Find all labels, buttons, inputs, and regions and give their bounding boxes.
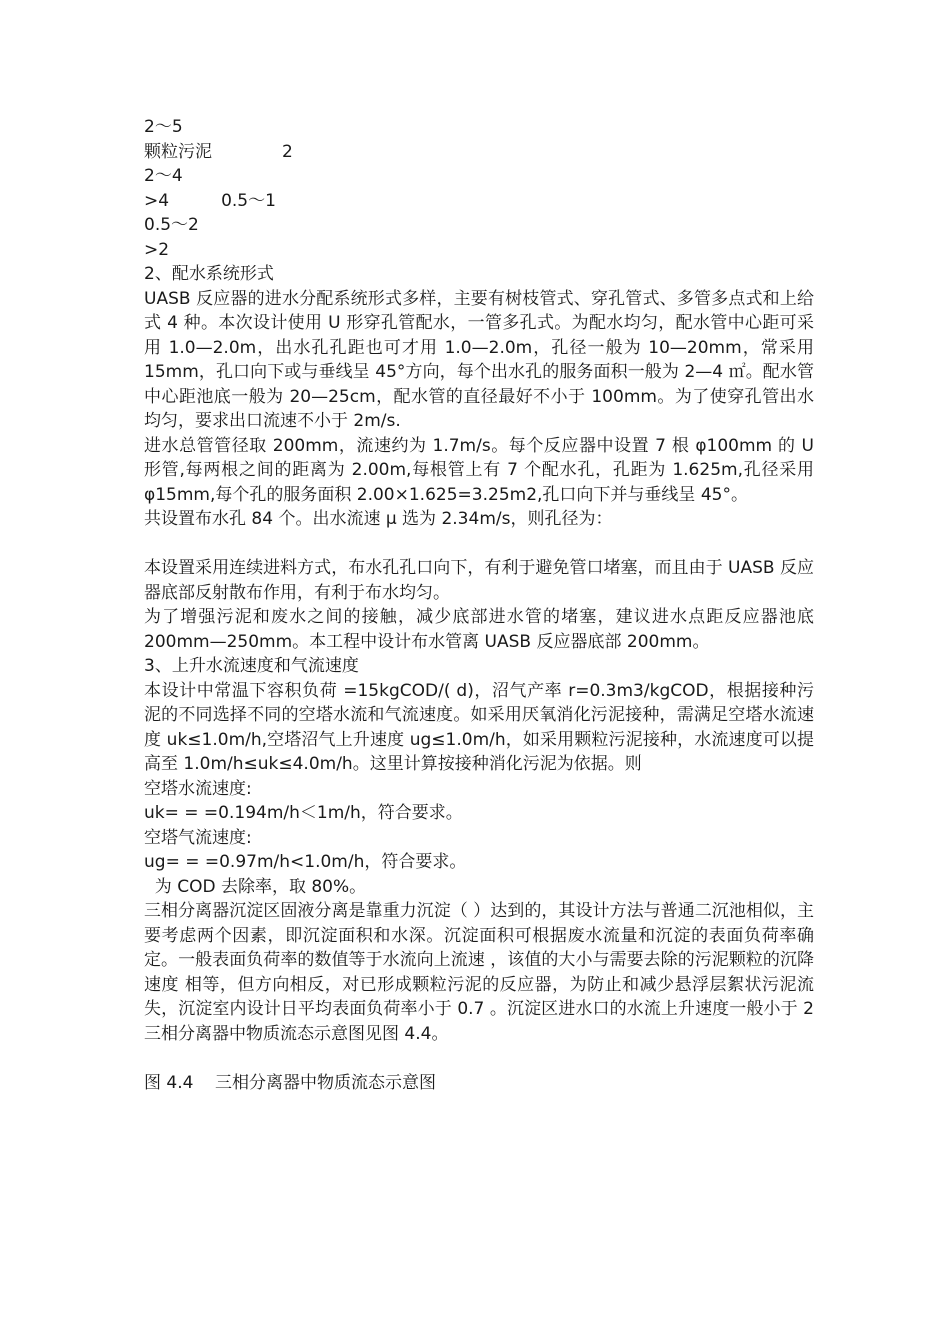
blank-line xyxy=(144,1046,814,1071)
cod-removal-note: 为 COD 去除率，取 80%。 xyxy=(144,876,367,897)
granular-sludge-value: 2 xyxy=(282,141,293,162)
water-velocity-equation: uk= = =0.194m/h＜1m/h，符合要求。 xyxy=(144,803,463,823)
section-2-heading: 2、配水系统形式 xyxy=(144,264,274,284)
section-2-paragraph-3: 共设置布水孔 84 个。出水流速 μ 选为 2.34m/s，则孔径为： xyxy=(144,509,613,529)
section-2-paragraph-2: 进水总管管径取 200mm，流速约为 1.7m/s。每个反应器中设置 7 根 φ100mm 的 U 形管,每两根之间的距离为 2.00m,每根管上有 7 个配水孔，孔距为 1.625m,孔径采用 φ15mm,每个孔的服务面积 2.00×1.625=3.25m2,孔口向下并与垂线呈 45°。 xyxy=(144,435,814,505)
table-line-5: 0.5～2 xyxy=(144,215,199,235)
section-2-paragraph-4: 本设置采用连续进料方式，布水孔孔口向下，有利于避免管口堵塞，而且由于 UASB 反应器底部反射散布作用，有利于布水均匀。 xyxy=(144,558,814,603)
blank-line xyxy=(144,532,814,557)
table-line-2 xyxy=(144,140,814,165)
table-line-4: >4 0.5～1 xyxy=(144,190,276,211)
section-3-heading: 3、上升水流速度和气流速度 xyxy=(144,656,359,676)
figure-caption: 图 4.4 三相分离器中物质流态示意图 xyxy=(144,1072,437,1093)
table-line-3: 2～4 xyxy=(144,166,183,186)
gas-velocity-equation: ug= = =0.97m/h<1.0m/h，符合要求。 xyxy=(144,852,467,872)
section-3-paragraph-2: 三相分离器沉淀区固液分离是靠重力沉淀（ ）达到的，其设计方法与普通二沉池相似，主要考虑两个因素，即沉淀面积和水深。沉淀面积可根据废水流量和沉淀的表面负荷率确定。一般表面负荷率的数值等于水流向上流速 ，该值的大小与需要去除的污泥颗粒的沉降速度 相等，但方向相反，对已形成颗粒污泥的反应器，为防止和减少悬浮层絮状污泥流失，沉淀室内设计日平均表面负荷率小于 0.7 。沉淀区进水口的水流上升速度一般小于 2 三相分离器中物质流态示意图见图 4.4。 xyxy=(144,901,814,1044)
table-line-6: >2 xyxy=(144,239,170,260)
section-2-paragraph-1: UASB 反应器的进水分配系统形式多样，主要有树枝管式、穿孔管式、多管多点式和上给式 4 种。本次设计使用 U 形穿孔管配水，一管多孔式。为配水均匀，配水管中心距可采用 1.0—2.0m，出水孔孔距也可才用 1.0—2.0m，孔径一般为 10—20mm，常采用 15mm，孔口向下或与垂线呈 45°方向，每个出水孔的服务面积一般为 2—4 ㎡。配水管中心距池底一般为 20—25cm，配水管的直径最好不小于 100mm。为了使穿孔管出水均匀，要求出口流速不小于 2m/s. xyxy=(144,288,814,431)
table-line-1: 2～5 xyxy=(144,117,183,137)
document-body xyxy=(144,115,814,1095)
granular-sludge-label: 颗粒污泥 xyxy=(144,141,212,162)
gas-velocity-label: 空塔气流速度: xyxy=(144,827,252,848)
section-3-paragraph-1: 本设计中常温下容积负荷 =15kgCOD/( d)，沼气产率 r=0.3m3/kgCOD，根据接种污泥的不同选择不同的空塔水流和气流速度。如采用厌氧消化污泥接种，需满足空塔水流速度 uk≤1.0m/h,空塔沼气上升速度 ug≤1.0m/h，如采用颗粒污泥接种，水流速度可以提高至 1.0m/h≤uk≤4.0m/h。这里计算按接种消化污泥为依据。则 xyxy=(144,680,814,774)
water-velocity-label: 空塔水流速度: xyxy=(144,778,252,799)
section-2-paragraph-5: 为了增强污泥和废水之间的接触，减少底部进水管的堵塞，建议进水点距反应器池底 200mm—250mm。本工程中设计布水管离 UASB 反应器底部 200mm。 xyxy=(144,607,814,652)
